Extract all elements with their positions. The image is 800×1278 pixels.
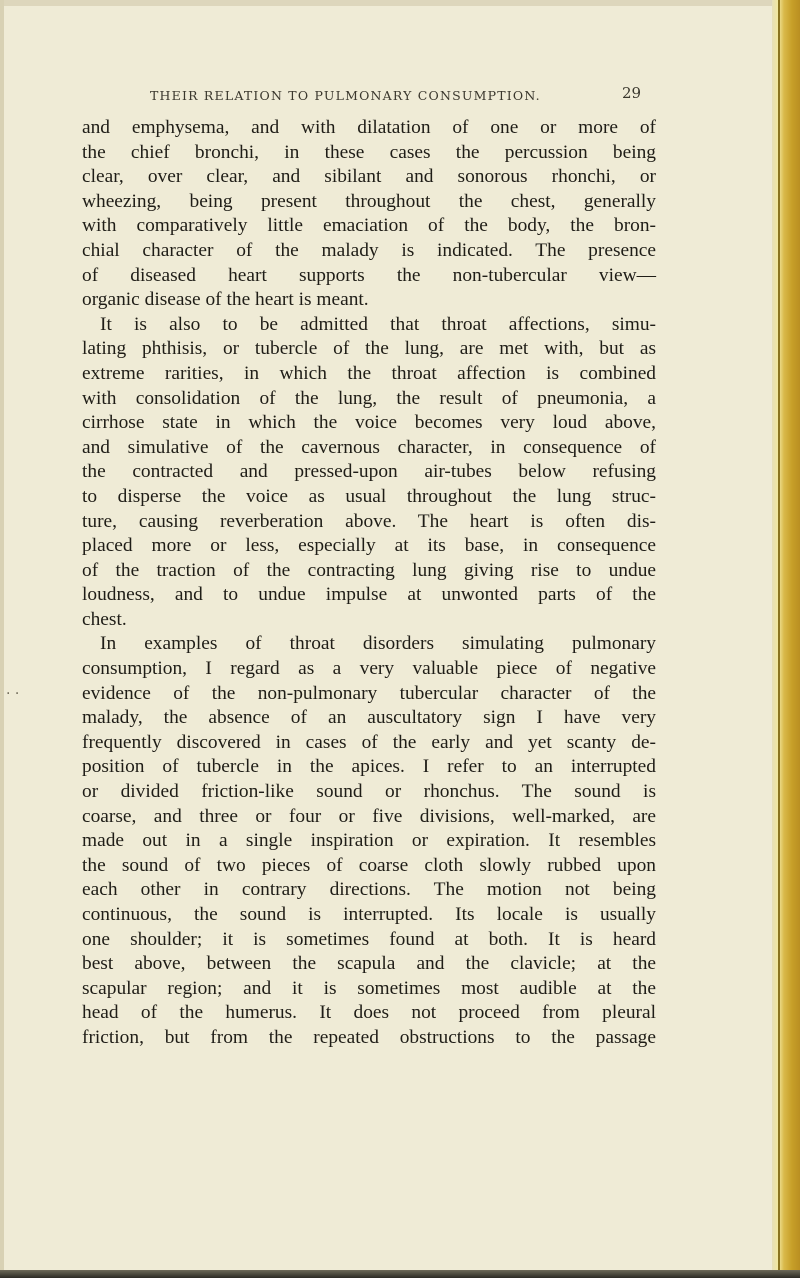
text-line: each other in contrary directions. The motion not being xyxy=(82,879,656,901)
text-line: or divided friction-like sound or rhonchus. The sound is xyxy=(82,781,656,803)
text-line: friction, but from the repeated obstructions to the passage xyxy=(82,1026,656,1048)
text-line: best above, between the scapula and the clavicle; at the xyxy=(82,953,656,975)
text-line: loudness, and to undue impulse at unwonted parts of the xyxy=(82,584,656,606)
text-line: to disperse the voice as usual throughout the lung struc- xyxy=(82,485,656,507)
page-edge-line xyxy=(778,0,780,1278)
text-line: the contracted and pressed-upon air-tubes below refusing xyxy=(82,461,656,483)
margin-mark: . . xyxy=(6,682,20,698)
body-text xyxy=(82,116,656,1051)
page-number: 29 xyxy=(622,84,642,102)
text-line: frequently discovered in cases of the early and yet scanty de- xyxy=(82,731,656,753)
text-line: head of the humerus. It does not proceed from pleural xyxy=(82,1002,656,1024)
text-line: of diseased heart supports the non-tubercular view— xyxy=(82,264,656,286)
text-line: malady, the absence of an auscultatory sign I have very xyxy=(82,707,656,729)
text-line: of the traction of the contracting lung giving rise to undue xyxy=(82,559,656,581)
text-line: and emphysema, and with dilatation of one or more of xyxy=(82,117,656,138)
text-line: coarse, and three or four or five divisions, well-marked, are xyxy=(82,805,656,827)
scan-left-edge xyxy=(0,0,4,1278)
text-line: with comparatively little emaciation of the body, the bron- xyxy=(82,215,656,237)
text-line: organic disease of the heart is meant. xyxy=(82,289,369,311)
text-line: placed more or less, especially at its base, in consequence xyxy=(82,535,656,557)
text-line: ture, causing reverberation above. The heart is often dis- xyxy=(82,510,656,532)
text-line: scapular region; and it is sometimes most audible at the xyxy=(82,977,656,999)
text-line: clear, over clear, and sibilant and sonorous rhonchi, or xyxy=(82,166,656,188)
scan-top-edge xyxy=(0,0,800,6)
text-line: and simulative of the cavernous character, in consequence of xyxy=(82,436,656,458)
text-line: extreme rarities, in which the throat affection is combined xyxy=(82,362,656,384)
text-line: cirrhose state in which the voice becomes very loud above, xyxy=(82,412,656,434)
text-line: evidence of the non-pulmonary tubercular character of the xyxy=(82,682,656,704)
text-line: one shoulder; it is sometimes found at both. It is heard xyxy=(82,928,656,950)
scan-bottom-edge xyxy=(0,1270,800,1278)
text-line: continuous, the sound is interrupted. Its locale is usually xyxy=(82,904,656,925)
text-line: chial character of the malady is indicated. The presence xyxy=(82,239,656,261)
text-line: the sound of two pieces of coarse cloth slowly rubbed upon xyxy=(82,854,656,876)
text-line: In examples of throat disorders simulating pulmonary xyxy=(100,633,656,655)
text-line: lating phthisis, or tubercle of the lung, are met with, but as xyxy=(82,338,656,360)
text-line: consumption, I regard as a very valuable piece of negative xyxy=(82,658,656,680)
text-line: position of tubercle in the apices. I refer to an interrupted xyxy=(82,756,656,778)
text-line: wheezing, being present throughout the chest, generally xyxy=(82,190,656,212)
text-line: made out in a single inspiration or expiration. It resembles xyxy=(82,830,656,852)
text-line: It is also to be admitted that throat affections, simu- xyxy=(100,313,656,335)
running-head: THEIR RELATION TO PULMONARY CONSUMPTION. xyxy=(150,88,541,103)
page-gilt-edge xyxy=(772,0,800,1278)
text-line: chest. xyxy=(82,608,127,630)
text-line: the chief bronchi, in these cases the percussion being xyxy=(82,141,656,163)
text-line: with consolidation of the lung, the result of pneumonia, a xyxy=(82,387,656,409)
